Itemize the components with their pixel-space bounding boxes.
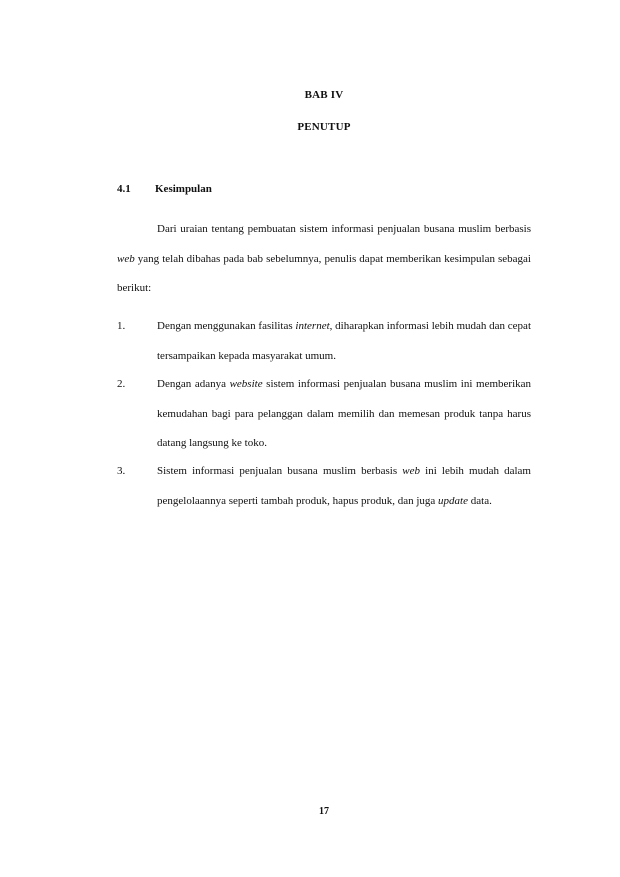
list-item-number: 3. (117, 465, 126, 477)
list-item-number: 2. (117, 378, 126, 390)
section-heading (117, 183, 212, 195)
list-item-italic: web (402, 465, 421, 477)
list-item-text-before: Sistem informasi penjualan busana muslim berbasis (157, 465, 403, 477)
list-item-text-before: Dengan menggunakan fasilitas (157, 320, 296, 332)
list-item-italic: website (229, 378, 263, 390)
intro-text-1: Dari uraian tentang pembuatan sistem informasi penjualan busana muslim berbasis (157, 223, 531, 235)
page-number: 17 (319, 806, 329, 817)
list-item-text (157, 370, 531, 459)
list-item-number: 1. (117, 320, 126, 332)
list-item-italic: internet (295, 320, 330, 332)
intro-paragraph (117, 215, 531, 304)
list-item-text (157, 312, 531, 371)
list-item (117, 457, 531, 516)
section-number: 4.1 (117, 183, 131, 195)
list-item-text-after: , diharapkan informasi lebih mudah dan cepat tersampaikan kepada masyarakat umum. (157, 320, 531, 362)
section-title: Kesimpulan (155, 183, 212, 195)
list-item-text-after: sistem informasi penjualan busana muslim ini memberikan kemudahan bagi para pelanggan dalam memilih dan memesan produk tanpa harus datang langsung ke toko. (157, 378, 532, 449)
list-item-text-after: data. (468, 494, 492, 507)
list-item (117, 312, 531, 371)
list-item-italic-2: update (438, 494, 468, 507)
chapter-title: PENUTUP (297, 121, 351, 133)
chapter-number: BAB IV (304, 89, 344, 101)
list-item-text (157, 457, 531, 516)
list-item (117, 370, 531, 459)
list-item-text-before: Dengan adanya (157, 378, 230, 390)
intro-text-2: yang telah dibahas pada bab sebelumnya, penulis dapat memberikan kesimpulan sebagai berikut: (117, 252, 531, 294)
list-item-text-middle: ini lebih mudah dalam pengelolaannya seperti tambah produk, hapus produk, dan juga (157, 465, 531, 507)
intro-italic-web: web (117, 252, 135, 265)
